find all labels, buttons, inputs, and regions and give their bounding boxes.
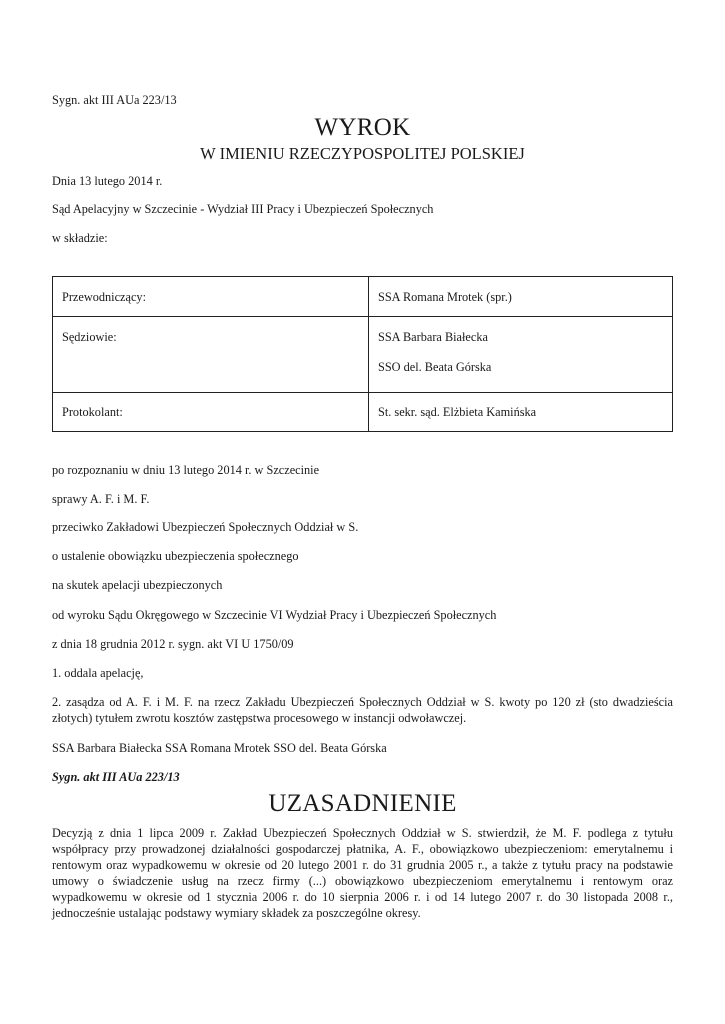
presiding-label: Przewodniczący: <box>62 290 146 304</box>
proceedings-line-1: po rozpoznaniu w dniu 13 lutego 2014 r. w Szczecinie <box>52 463 320 477</box>
judge-2: SSO del. Beata Górska <box>378 360 492 374</box>
proceedings-line-3: przeciwko Zakładowi Ubezpieczeń Społecznych Oddział w S. <box>52 520 359 534</box>
proceedings-line-2: sprawy A. F. i M. F. <box>52 492 150 506</box>
clerk-value: St. sekr. sąd. Elżbieta Kamińska <box>378 405 537 419</box>
proceedings-line-4: o ustalenie obowiązku ubezpieczenia społecznego <box>52 549 299 563</box>
judges-label: Sędziowie: <box>62 330 117 344</box>
judgment-title: WYROK <box>314 114 411 141</box>
composition-intro: w składzie: <box>52 231 108 245</box>
proceedings-line-6: od wyroku Sądu Okręgowego w Szczecinie VI Wydział Pracy i Ubezpieczeń Społecznych <box>52 608 497 622</box>
case-reference: Sygn. akt III AUa 223/13 <box>52 93 177 107</box>
judge-1: SSA Barbara Białecka <box>378 330 488 344</box>
proceedings-line-5: na skutek apelacji ubezpieczonych <box>52 578 223 592</box>
table-row <box>53 393 673 432</box>
judgment-subtitle: W IMIENIU RZECZYPOSPOLITEJ POLSKIEJ <box>200 144 525 163</box>
ruling-point-2: 2. zasądza od A. F. i M. F. na rzecz Zakładu Ubezpieczeń Społecznych Oddział w S. kwoty po 120 zł (sto dwadzieścia złotych) tytułem zwrotu kosztów zastępstwa procesowego w instancji odwoławczej. <box>52 695 673 726</box>
justification-paragraph: Decyzją z dnia 1 lipca 2009 r. Zakład Ubezpieczeń Społecznych Oddział w S. stwierdził, że M. F. podlega z tytułu współpracy przy prowadzonej działalności gospodarczej płatnika, A. F., obowiązkowo ubezpieczeniom: emerytalnemu i rentowym oraz wypadkowemu w okresie od 20 lutego 2001 r. do 31 grudnia 2005 r., a także z tytułu pracy na podstawie umowy o świadczenie usług na rzecz firmy (...) obowiązkowo ubezpieczeniom emerytalnemu i rentowym oraz wypadkowemu w okresie od 1 stycznia 2006 r. do 10 sierpnia 2006 r. i od 14 lutego 2007 r. do 30 listopada 2008 r., jednocześnie ustalając podstawy wymiary składek za poszczególne okresy. <box>52 826 673 921</box>
presiding-value: SSA Romana Mrotek (spr.) <box>378 290 512 304</box>
ruling-point-1: 1. oddala apelację, <box>52 666 144 680</box>
justification-case-reference: Sygn. akt III AUa 223/13 <box>52 770 180 784</box>
composition-table <box>52 276 673 432</box>
judge-signatures: SSA Barbara Białecka SSA Romana Mrotek SSO del. Beata Górska <box>52 741 387 755</box>
clerk-label: Protokolant: <box>62 405 123 419</box>
table-row <box>53 277 673 317</box>
judgment-date: Dnia 13 lutego 2014 r. <box>52 174 163 188</box>
court-name: Sąd Apelacyjny w Szczecinie - Wydział III Pracy i Ubezpieczeń Społecznych <box>52 202 434 216</box>
table-row <box>53 317 673 393</box>
proceedings-line-7: z dnia 18 grudnia 2012 r. sygn. akt VI U 1750/09 <box>52 637 294 651</box>
justification-title: UZASADNIENIE <box>268 790 457 817</box>
